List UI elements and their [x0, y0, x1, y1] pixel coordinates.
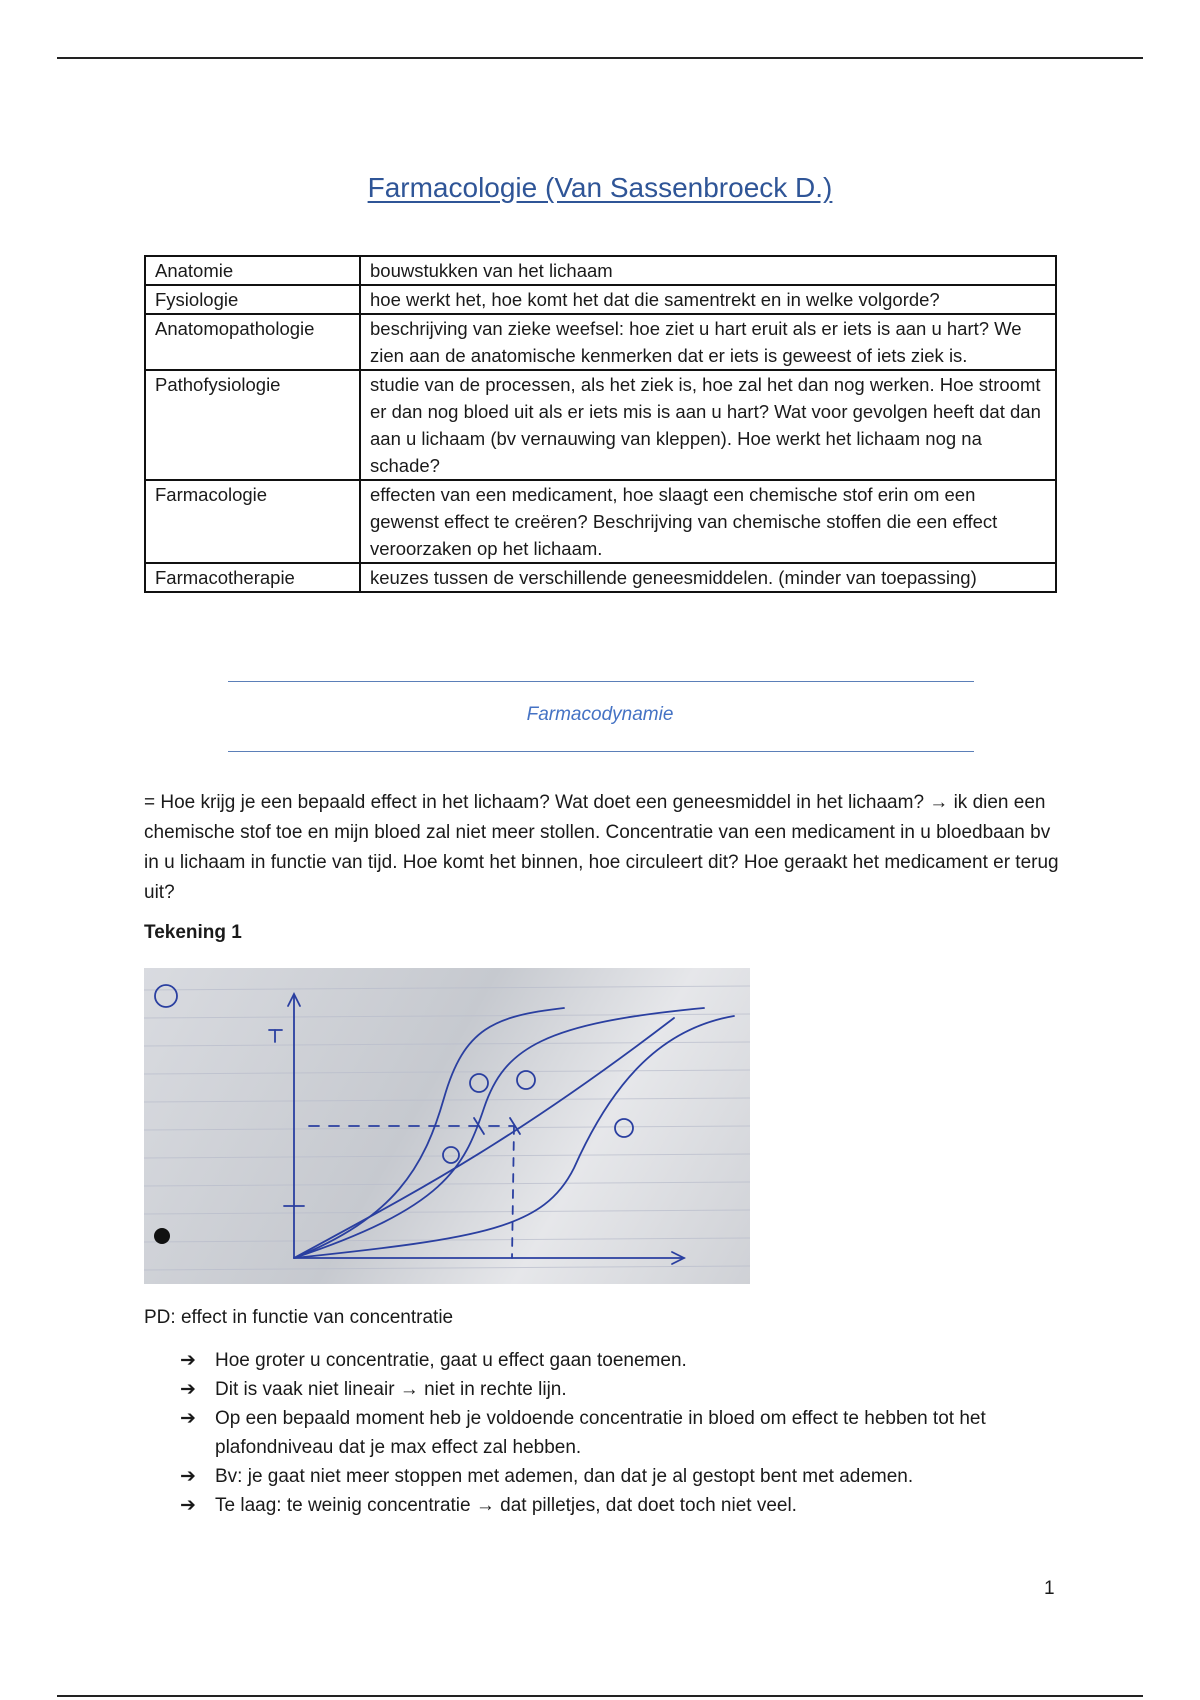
- table-row: [145, 563, 1056, 592]
- figure-caption: PD: effect in functie van concentratie: [144, 1307, 454, 1328]
- section-divider-bottom: [228, 751, 974, 752]
- table-row: [145, 370, 1056, 480]
- handwritten-sketch: [144, 968, 750, 1284]
- term-cell: Fysiologie: [145, 285, 360, 314]
- section-title: Farmacodynamie: [526, 704, 674, 725]
- term-cell: Pathofysiologie: [145, 370, 360, 480]
- description-cell: keuzes tussen de verschillende geneesmiddelen. (minder van toepassing): [360, 563, 1056, 592]
- table-row: [145, 256, 1056, 285]
- arrow-icon: ➔: [180, 1495, 196, 1516]
- term-cell: Farmacologie: [145, 480, 360, 563]
- term-cell: Anatomopathologie: [145, 314, 360, 370]
- description-cell: studie van de processen, als het ziek is, hoe zal het dan nog werken. Hoe stroomt er dan nog bloed uit als er iets mis is aan u hart? Wat voor gevolgen heeft dat dan aan u lichaam (bv vernauwing van kleppen). Hoe werkt het lichaam nog na schade?: [360, 370, 1056, 480]
- list-item-text: Bv: je gaat niet meer stoppen met ademen, dan dat je al gestopt bent met ademen.: [215, 1466, 914, 1487]
- list-item: [180, 1404, 1060, 1462]
- page-number: 1: [1044, 1578, 1055, 1599]
- page-title: Farmacologie (Van Sassenbroeck D.): [367, 172, 833, 203]
- table-row: [145, 314, 1056, 370]
- list-item: [180, 1346, 1060, 1375]
- table-row: [145, 480, 1056, 563]
- list-item-text: Op een bepaald moment heb je voldoende concentratie in bloed om effect te hebben tot het plafondniveau dat je max effect zal hebben.: [215, 1408, 986, 1458]
- list-item-text: Te laag: te weinig concentratie → dat pilletjes, dat doet toch niet veel.: [215, 1495, 797, 1516]
- term-cell: Anatomie: [145, 256, 360, 285]
- description-cell: effecten van een medicament, hoe slaagt een chemische stof erin om een gewenst effect te creëren? Beschrijving van chemische stoffen die een effect veroorzaken op het lichaam.: [360, 480, 1056, 563]
- definitions-table: [144, 255, 1057, 593]
- figure-heading: Tekening 1: [144, 922, 242, 943]
- bullet-list: [180, 1346, 1060, 1520]
- footer-rule: [57, 1695, 1143, 1697]
- list-item: [180, 1375, 1060, 1404]
- list-item-text: Dit is vaak niet lineair → niet in rechte lijn.: [215, 1379, 567, 1400]
- header-rule: [57, 57, 1143, 59]
- list-item: [180, 1462, 1060, 1491]
- description-cell: beschrijving van zieke weefsel: hoe ziet u hart eruit als er iets is aan u hart? We zien aan de anatomische kenmerken dat er iets is geweest of iets ziek is.: [360, 314, 1056, 370]
- section-divider-top: [228, 681, 974, 682]
- arrow-icon: ➔: [180, 1379, 196, 1400]
- list-item: [180, 1491, 1060, 1520]
- arrow-icon: ➔: [180, 1466, 196, 1487]
- arrow-icon: ➔: [180, 1350, 196, 1371]
- handwritten-graph-photo: [144, 968, 750, 1284]
- list-item-text: Hoe groter u concentratie, gaat u effect gaan toenemen.: [215, 1350, 687, 1371]
- table-row: [145, 285, 1056, 314]
- intro-paragraph: = Hoe krijg je een bepaald effect in het lichaam? Wat doet een geneesmiddel in het lichaam? → ik dien een chemische stof toe en mijn bloed zal niet meer stollen. Concentratie van een medicament in u bloedbaan bv in u lichaam in functie van tijd. Hoe komt het binnen, hoe circuleert dit? Hoe geraakt het medicament er terug uit?: [144, 792, 1059, 903]
- description-cell: bouwstukken van het lichaam: [360, 256, 1056, 285]
- description-cell: hoe werkt het, hoe komt het dat die samentrekt en in welke volgorde?: [360, 285, 1056, 314]
- arrow-icon: ➔: [180, 1408, 196, 1429]
- term-cell: Farmacotherapie: [145, 563, 360, 592]
